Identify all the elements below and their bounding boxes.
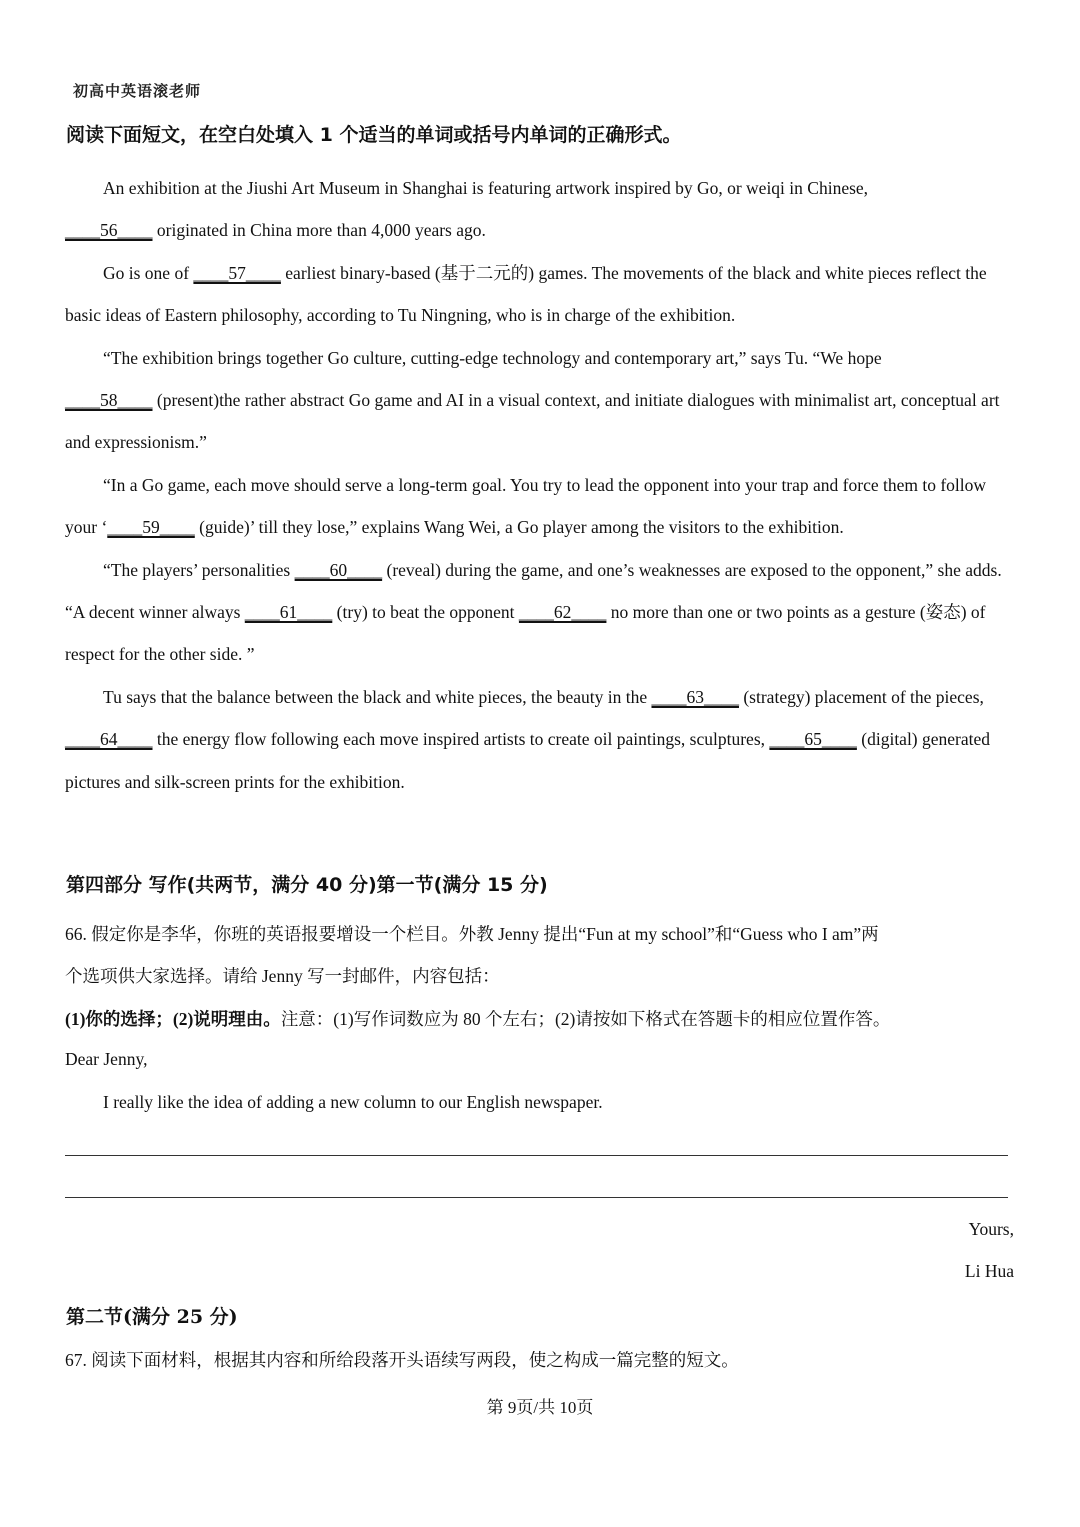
q66-requirements-note: 注意：(1)写作词数应为 80 个左右；(2)请按如下格式在答题卡的相应位置作答。 [280, 1009, 891, 1029]
blank-64[interactable]: ____64____ [65, 729, 153, 750]
letter-closing: Yours, [968, 1219, 1014, 1239]
blank-57[interactable]: ____57____ [193, 262, 281, 283]
blank-62[interactable]: ____62____ [518, 602, 607, 623]
paragraph-2: Go is one of ____57____ earliest binary-based (基于二元的) games. The movements of the black and white pieces reflect the basic ideas of Eastern philosophy, according to Tu Ningning, who is in charge of the exhibition. [65, 262, 987, 326]
letter-opening: I really like the idea of adding a new column to our English newspaper. [103, 1092, 603, 1112]
cloze-passage [65, 167, 1015, 803]
q66-line-1: 66. 假定你是李华，你班的英语报要增设一个栏目。外教 Jenny 提出“Fun at my school”和“Guess who I am”两 [65, 924, 879, 944]
page-number: 第 9页/共 10页 [486, 1398, 594, 1417]
paragraph-4: “In a Go game, each move should serve a long-term goal. You try to lead the opponent into your trap and force them to follow your ‘____59____ (guide)’ till they lose,” explains Wang Wei, a Go player among the visitors to the exhibition. [65, 474, 987, 538]
writing-section-title: 第四部分 写作(共两节，满分 40 分)第一节(满分 15 分) [66, 874, 548, 896]
q67-instruction: 67. 阅读下面材料，根据其内容和所给段落开头语续写两段，使之构成一篇完整的短文。 [65, 1350, 739, 1370]
answer-line-1[interactable] [65, 1155, 1008, 1156]
cloze-instruction: 阅读下面短文，在空白处填入 1 个适当的单词或括号内单词的正确形式。 [66, 124, 682, 146]
q66-line-2: 个选项供大家选择。请给 Jenny 写一封邮件，内容包括： [65, 966, 500, 986]
paragraph-5: “The players’ personalities ____60____ (reveal) during the game, and one’s weaknesses are exposed to the opponent,” she adds. “A decent winner always ____61____ (try) to beat the opponent ____62____ no more than one or two points as a gesture (姿态) of respect for the other side. ” [65, 559, 1002, 665]
paragraph-1: An exhibition at the Jiushi Art Museum in Shanghai is featuring artwork inspired by Go, or weiqi in Chinese, ____56____ originated in China more than 4,000 years ago. [65, 178, 869, 241]
blank-60[interactable]: ____60____ [294, 559, 383, 580]
watermark-logo: 初高中英语滚老师 [73, 82, 202, 100]
paragraph-3: “The exhibition brings together Go culture, cutting-edge technology and contemporary art,” says Tu. “We hope ____58____ (present)the rather abstract Go game and AI in a visual context, and initiate dialogues with minimalist art, conceptual art and expressionism.” [65, 347, 1000, 453]
paragraph-6: Tu says that the balance between the black and white pieces, the beauty in the ____63____ (strategy) placement of the pieces, ____64____ the energy flow following each move inspired artists to create oil paintings, sculptures, ____65____ (digital) generated pictures and silk-screen prints for the exhibition. [65, 686, 991, 792]
letter-greeting: Dear Jenny, [65, 1049, 148, 1069]
letter-signature: Li Hua [964, 1261, 1014, 1281]
q66-requirements-bold: (1)你的选择；(2)说明理由。 [65, 1009, 281, 1029]
answer-line-2[interactable] [65, 1197, 1008, 1198]
blank-63[interactable]: ____63____ [651, 686, 739, 707]
blank-59[interactable]: ____59____ [107, 517, 195, 538]
section-2-title: 第二节(满分 25 分) [66, 1306, 238, 1328]
blank-61[interactable]: ____61____ [244, 602, 333, 623]
blank-56[interactable]: ____56____ [65, 220, 153, 241]
blank-65[interactable]: ____65____ [769, 729, 857, 750]
q66-requirements [65, 1006, 890, 1031]
blank-58[interactable]: ____58____ [65, 390, 153, 411]
